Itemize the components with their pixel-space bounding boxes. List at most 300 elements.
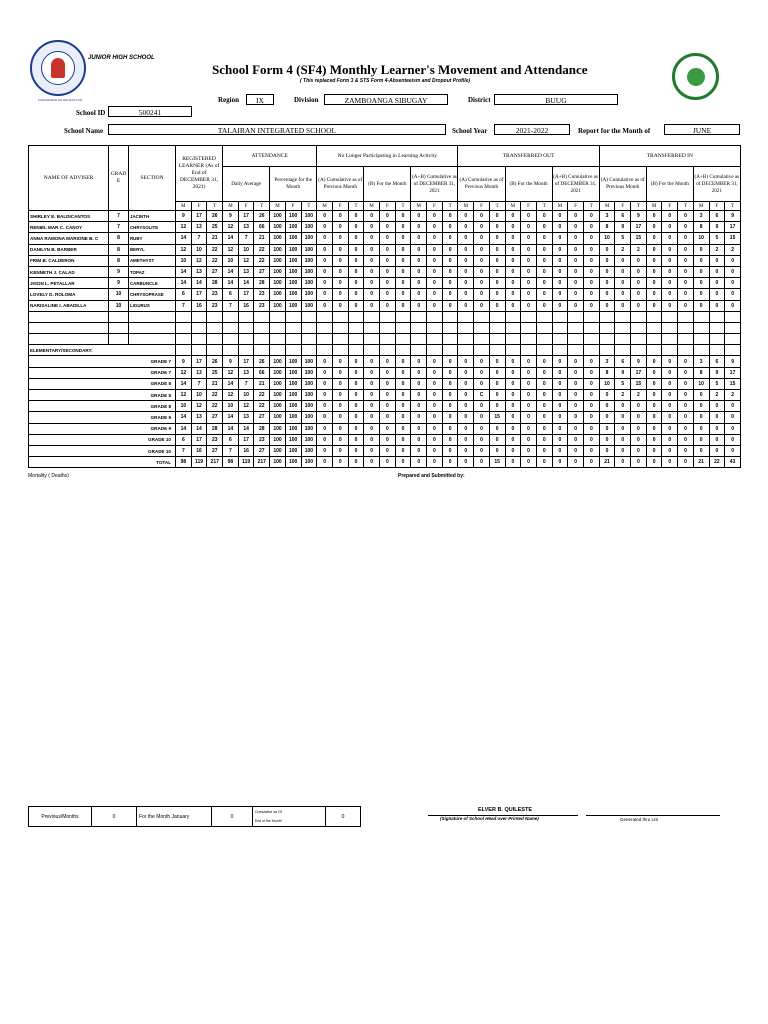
data-cell[interactable]: 0: [662, 255, 678, 266]
data-cell[interactable]: 23: [254, 300, 270, 311]
summary-cell[interactable]: 0: [364, 434, 380, 445]
data-cell[interactable]: 5: [615, 233, 631, 244]
summary-cell[interactable]: 0: [332, 401, 348, 412]
data-cell[interactable]: 0: [442, 255, 458, 266]
data-cell[interactable]: 12: [191, 255, 207, 266]
summary-cell[interactable]: 0: [678, 412, 694, 423]
summary-cell[interactable]: 0: [536, 378, 552, 389]
data-cell[interactable]: 100: [301, 300, 317, 311]
data-cell[interactable]: 0: [599, 244, 615, 255]
data-cell[interactable]: 0: [332, 278, 348, 289]
summary-cell[interactable]: 0: [662, 423, 678, 434]
summary-cell[interactable]: 100: [301, 457, 317, 468]
summary-cell[interactable]: 15: [489, 457, 505, 468]
summary-cell[interactable]: 0: [631, 423, 647, 434]
data-cell[interactable]: 0: [427, 289, 443, 300]
summary-cell[interactable]: 0: [599, 423, 615, 434]
data-cell[interactable]: 10: [223, 255, 239, 266]
summary-cell[interactable]: 0: [442, 378, 458, 389]
blank-cell[interactable]: [489, 334, 505, 345]
blank-cell[interactable]: [238, 334, 254, 345]
summary-cell[interactable]: 0: [631, 445, 647, 456]
summary-cell[interactable]: 0: [442, 445, 458, 456]
summary-cell[interactable]: 0: [317, 434, 333, 445]
data-cell[interactable]: 0: [474, 233, 490, 244]
summary-cell[interactable]: 100: [270, 378, 286, 389]
data-cell[interactable]: 0: [505, 278, 521, 289]
data-cell[interactable]: 0: [536, 222, 552, 233]
summary-cell[interactable]: 0: [458, 457, 474, 468]
summary-cell[interactable]: 0: [678, 367, 694, 378]
summary-cell[interactable]: 0: [552, 401, 568, 412]
data-cell[interactable]: 17: [238, 289, 254, 300]
blank-cell[interactable]: [191, 322, 207, 333]
data-cell[interactable]: 0: [693, 266, 709, 277]
summary-cell[interactable]: 0: [521, 378, 537, 389]
data-cell[interactable]: 0: [505, 300, 521, 311]
summary-cell[interactable]: 0: [442, 457, 458, 468]
blank-cell[interactable]: [317, 311, 333, 322]
blank-cell[interactable]: [552, 311, 568, 322]
summary-cell[interactable]: 0: [364, 457, 380, 468]
summary-cell[interactable]: 0: [489, 423, 505, 434]
summary-cell[interactable]: 0: [505, 356, 521, 367]
summary-cell[interactable]: 0: [615, 401, 631, 412]
data-cell[interactable]: 0: [474, 278, 490, 289]
summary-cell[interactable]: 12: [176, 390, 192, 401]
blank-cell[interactable]: [285, 334, 301, 345]
summary-cell[interactable]: 0: [395, 457, 411, 468]
data-cell[interactable]: 100: [285, 278, 301, 289]
summary-cell[interactable]: 13: [191, 367, 207, 378]
data-cell[interactable]: 0: [662, 222, 678, 233]
data-cell[interactable]: 0: [678, 233, 694, 244]
data-cell[interactable]: 0: [458, 255, 474, 266]
summary-cell[interactable]: 0: [709, 401, 725, 412]
summary-cell[interactable]: 0: [646, 434, 662, 445]
summary-cell[interactable]: 0: [332, 445, 348, 456]
summary-cell[interactable]: 5: [615, 378, 631, 389]
summary-cell[interactable]: 2: [709, 390, 725, 401]
summary-cell[interactable]: 0: [521, 445, 537, 456]
data-cell[interactable]: 0: [427, 222, 443, 233]
summary-cell[interactable]: 0: [442, 367, 458, 378]
summary-cell[interactable]: 17: [725, 367, 741, 378]
summary-cell[interactable]: 119: [191, 457, 207, 468]
summary-cell[interactable]: 0: [395, 412, 411, 423]
summary-cell[interactable]: 28: [207, 423, 223, 434]
data-cell[interactable]: 0: [489, 278, 505, 289]
summary-cell[interactable]: 0: [364, 356, 380, 367]
summary-cell[interactable]: 0: [395, 390, 411, 401]
summary-cell[interactable]: 0: [693, 434, 709, 445]
summary-cell[interactable]: 0: [380, 378, 396, 389]
summary-cell[interactable]: 100: [270, 423, 286, 434]
data-cell[interactable]: 100: [270, 233, 286, 244]
summary-cell[interactable]: 17: [191, 434, 207, 445]
data-cell[interactable]: 0: [364, 278, 380, 289]
data-cell[interactable]: 0: [348, 244, 364, 255]
summary-cell[interactable]: 100: [301, 356, 317, 367]
blank-cell[interactable]: [458, 334, 474, 345]
data-cell[interactable]: 0: [615, 278, 631, 289]
data-cell[interactable]: 0: [411, 255, 427, 266]
data-cell[interactable]: 0: [395, 266, 411, 277]
data-cell[interactable]: 0: [505, 244, 521, 255]
summary-cell[interactable]: 0: [442, 390, 458, 401]
summary-cell[interactable]: 0: [380, 367, 396, 378]
data-cell[interactable]: 6: [176, 289, 192, 300]
blank-cell[interactable]: [599, 322, 615, 333]
summary-cell[interactable]: 100: [301, 390, 317, 401]
summary-cell[interactable]: 12: [191, 401, 207, 412]
data-cell[interactable]: 0: [458, 300, 474, 311]
blank-cell[interactable]: [725, 311, 741, 322]
data-cell[interactable]: 0: [568, 266, 584, 277]
summary-cell[interactable]: 0: [317, 356, 333, 367]
blank-cell[interactable]: [317, 322, 333, 333]
blank-cell[interactable]: [536, 334, 552, 345]
summary-cell[interactable]: 0: [474, 445, 490, 456]
summary-cell[interactable]: 0: [536, 356, 552, 367]
summary-cell[interactable]: 0: [505, 434, 521, 445]
summary-cell[interactable]: 27: [207, 412, 223, 423]
data-cell[interactable]: 7: [191, 233, 207, 244]
summary-cell[interactable]: 0: [442, 412, 458, 423]
summary-cell[interactable]: 0: [709, 423, 725, 434]
summary-cell[interactable]: 100: [285, 367, 301, 378]
summary-cell[interactable]: 0: [646, 412, 662, 423]
blank-cell[interactable]: [583, 322, 599, 333]
summary-cell[interactable]: 0: [693, 412, 709, 423]
data-cell[interactable]: 0: [709, 289, 725, 300]
blank-cell[interactable]: [678, 311, 694, 322]
summary-cell[interactable]: 10: [223, 401, 239, 412]
blank-cell[interactable]: [725, 322, 741, 333]
blank-cell[interactable]: [615, 322, 631, 333]
blank-cell[interactable]: [568, 322, 584, 333]
summary-cell[interactable]: 0: [583, 367, 599, 378]
summary-cell[interactable]: 17: [238, 356, 254, 367]
summary-cell[interactable]: 0: [395, 378, 411, 389]
data-cell[interactable]: 0: [505, 211, 521, 222]
summary-cell[interactable]: 0: [489, 378, 505, 389]
data-cell[interactable]: 7: [238, 233, 254, 244]
summary-cell[interactable]: 0: [583, 423, 599, 434]
blank-cell[interactable]: [395, 311, 411, 322]
summary-cell[interactable]: 0: [458, 378, 474, 389]
summary-cell[interactable]: 100: [285, 445, 301, 456]
data-cell[interactable]: 100: [301, 278, 317, 289]
blank-cell[interactable]: [332, 334, 348, 345]
data-cell[interactable]: 0: [332, 222, 348, 233]
data-cell[interactable]: 0: [380, 266, 396, 277]
summary-cell[interactable]: 0: [521, 434, 537, 445]
summary-cell[interactable]: 0: [317, 457, 333, 468]
data-cell[interactable]: 0: [693, 255, 709, 266]
data-cell[interactable]: 0: [725, 289, 741, 300]
blank-cell[interactable]: [207, 334, 223, 345]
data-cell[interactable]: 0: [583, 222, 599, 233]
summary-cell[interactable]: 0: [536, 401, 552, 412]
summary-cell[interactable]: 0: [505, 378, 521, 389]
summary-cell[interactable]: 0: [693, 423, 709, 434]
blank-cell[interactable]: [364, 311, 380, 322]
summary-cell[interactable]: 100: [285, 378, 301, 389]
data-cell[interactable]: 12: [176, 244, 192, 255]
summary-cell[interactable]: 2: [631, 390, 647, 401]
data-cell[interactable]: 0: [395, 255, 411, 266]
summary-cell[interactable]: 0: [411, 423, 427, 434]
data-cell[interactable]: 0: [521, 289, 537, 300]
summary-cell[interactable]: 0: [662, 457, 678, 468]
summary-cell[interactable]: 0: [583, 356, 599, 367]
summary-cell[interactable]: 0: [395, 434, 411, 445]
data-cell[interactable]: 16: [191, 300, 207, 311]
data-cell[interactable]: 0: [615, 289, 631, 300]
data-cell[interactable]: 10: [176, 255, 192, 266]
summary-cell[interactable]: 0: [599, 434, 615, 445]
summary-cell[interactable]: 0: [474, 356, 490, 367]
summary-cell[interactable]: 0: [458, 401, 474, 412]
summary-cell[interactable]: 22: [207, 390, 223, 401]
blank-cell[interactable]: [646, 311, 662, 322]
summary-cell[interactable]: 0: [568, 445, 584, 456]
summary-cell[interactable]: 0: [489, 356, 505, 367]
summary-cell[interactable]: 0: [317, 367, 333, 378]
blank-cell[interactable]: [631, 322, 647, 333]
summary-cell[interactable]: 0: [599, 401, 615, 412]
data-cell[interactable]: 6: [615, 211, 631, 222]
summary-cell[interactable]: 16: [238, 445, 254, 456]
summary-cell[interactable]: 0: [615, 434, 631, 445]
summary-cell[interactable]: 0: [583, 457, 599, 468]
data-cell[interactable]: 21: [254, 233, 270, 244]
data-cell[interactable]: 2: [725, 244, 741, 255]
data-cell[interactable]: 25: [207, 222, 223, 233]
cumulative-value[interactable]: 0: [326, 807, 361, 827]
summary-cell[interactable]: 100: [301, 367, 317, 378]
school-id-field[interactable]: 500241: [108, 106, 192, 117]
summary-cell[interactable]: 0: [552, 423, 568, 434]
summary-cell[interactable]: 0: [678, 378, 694, 389]
data-cell[interactable]: 28: [254, 278, 270, 289]
summary-cell[interactable]: 0: [536, 457, 552, 468]
blank-cell[interactable]: [662, 322, 678, 333]
data-cell[interactable]: 13: [191, 222, 207, 233]
summary-cell[interactable]: 0: [427, 378, 443, 389]
summary-cell[interactable]: 0: [662, 445, 678, 456]
summary-cell[interactable]: 100: [301, 445, 317, 456]
blank-cell[interactable]: [301, 334, 317, 345]
summary-cell[interactable]: 0: [474, 401, 490, 412]
data-cell[interactable]: 0: [442, 244, 458, 255]
summary-cell[interactable]: 0: [678, 457, 694, 468]
data-cell[interactable]: 100: [270, 211, 286, 222]
data-cell[interactable]: 100: [270, 222, 286, 233]
summary-cell[interactable]: 0: [505, 390, 521, 401]
summary-cell[interactable]: 0: [646, 401, 662, 412]
data-cell[interactable]: 0: [348, 255, 364, 266]
summary-cell[interactable]: 217: [207, 457, 223, 468]
data-cell[interactable]: 0: [662, 244, 678, 255]
data-cell[interactable]: 0: [348, 211, 364, 222]
data-cell[interactable]: 0: [568, 211, 584, 222]
summary-cell[interactable]: 0: [317, 378, 333, 389]
data-cell[interactable]: 100: [285, 300, 301, 311]
data-cell[interactable]: 0: [364, 233, 380, 244]
data-cell[interactable]: 0: [552, 233, 568, 244]
data-cell[interactable]: 10: [191, 244, 207, 255]
summary-cell[interactable]: 100: [270, 412, 286, 423]
data-cell[interactable]: 0: [646, 300, 662, 311]
data-cell[interactable]: 0: [583, 300, 599, 311]
blank-cell[interactable]: [662, 311, 678, 322]
data-cell[interactable]: 0: [380, 233, 396, 244]
data-cell[interactable]: 0: [725, 266, 741, 277]
summary-cell[interactable]: 0: [505, 445, 521, 456]
data-cell[interactable]: 0: [380, 222, 396, 233]
data-cell[interactable]: 100: [285, 255, 301, 266]
summary-cell[interactable]: 10: [191, 390, 207, 401]
data-cell[interactable]: 0: [505, 233, 521, 244]
data-cell[interactable]: 0: [505, 266, 521, 277]
data-cell[interactable]: 0: [411, 211, 427, 222]
blank-cell[interactable]: [646, 322, 662, 333]
data-cell[interactable]: 6: [223, 289, 239, 300]
data-cell[interactable]: 0: [536, 289, 552, 300]
data-cell[interactable]: 0: [615, 255, 631, 266]
summary-cell[interactable]: 0: [646, 423, 662, 434]
blank-cell[interactable]: [285, 311, 301, 322]
summary-cell[interactable]: 0: [380, 445, 396, 456]
blank-cell[interactable]: [348, 311, 364, 322]
data-cell[interactable]: 3: [599, 211, 615, 222]
data-cell[interactable]: 0: [442, 300, 458, 311]
summary-cell[interactable]: 0: [427, 401, 443, 412]
blank-cell[interactable]: [238, 322, 254, 333]
data-cell[interactable]: 12: [223, 244, 239, 255]
blank-cell[interactable]: [176, 334, 192, 345]
data-cell[interactable]: 0: [411, 300, 427, 311]
summary-cell[interactable]: 22: [207, 401, 223, 412]
summary-cell[interactable]: 8: [693, 367, 709, 378]
summary-cell[interactable]: 0: [458, 367, 474, 378]
data-cell[interactable]: 0: [599, 300, 615, 311]
blank-cell[interactable]: [709, 334, 725, 345]
summary-cell[interactable]: 0: [552, 457, 568, 468]
blank-cell[interactable]: [631, 334, 647, 345]
data-cell[interactable]: 12: [176, 222, 192, 233]
summary-cell[interactable]: 0: [474, 423, 490, 434]
summary-cell[interactable]: 0: [662, 390, 678, 401]
summary-cell[interactable]: 0: [552, 378, 568, 389]
data-cell[interactable]: 0: [678, 300, 694, 311]
summary-cell[interactable]: 0: [364, 412, 380, 423]
summary-cell[interactable]: 100: [285, 457, 301, 468]
data-cell[interactable]: 9: [615, 222, 631, 233]
data-cell[interactable]: 0: [521, 266, 537, 277]
summary-cell[interactable]: 0: [505, 412, 521, 423]
summary-cell[interactable]: 98: [176, 457, 192, 468]
summary-cell[interactable]: 0: [458, 412, 474, 423]
data-cell[interactable]: 0: [725, 255, 741, 266]
data-cell[interactable]: 0: [427, 233, 443, 244]
summary-cell[interactable]: 0: [646, 457, 662, 468]
summary-cell[interactable]: 12: [176, 367, 192, 378]
data-cell[interactable]: 0: [646, 255, 662, 266]
blank-cell[interactable]: [301, 322, 317, 333]
data-cell[interactable]: 0: [332, 255, 348, 266]
data-cell[interactable]: 0: [474, 255, 490, 266]
summary-cell[interactable]: 0: [474, 412, 490, 423]
data-cell[interactable]: 0: [364, 266, 380, 277]
data-cell[interactable]: 0: [364, 289, 380, 300]
data-cell[interactable]: 14: [191, 278, 207, 289]
data-cell[interactable]: 0: [442, 222, 458, 233]
data-cell[interactable]: 0: [395, 211, 411, 222]
data-cell[interactable]: 0: [709, 266, 725, 277]
summary-cell[interactable]: 23: [207, 434, 223, 445]
data-cell[interactable]: 0: [583, 289, 599, 300]
summary-cell[interactable]: 100: [285, 434, 301, 445]
summary-cell[interactable]: 10: [176, 401, 192, 412]
data-cell[interactable]: 0: [521, 233, 537, 244]
summary-cell[interactable]: 0: [442, 401, 458, 412]
data-cell[interactable]: 0: [458, 266, 474, 277]
blank-cell[interactable]: [364, 322, 380, 333]
summary-cell[interactable]: 0: [725, 423, 741, 434]
summary-cell[interactable]: 0: [552, 412, 568, 423]
blank-cell[interactable]: [521, 334, 537, 345]
summary-cell[interactable]: 0: [348, 434, 364, 445]
summary-cell[interactable]: 0: [380, 356, 396, 367]
summary-cell[interactable]: 0: [458, 356, 474, 367]
blank-cell[interactable]: [395, 322, 411, 333]
data-cell[interactable]: 0: [317, 266, 333, 277]
data-cell[interactable]: 0: [693, 278, 709, 289]
data-cell[interactable]: 0: [552, 244, 568, 255]
data-cell[interactable]: 0: [442, 278, 458, 289]
summary-cell[interactable]: 0: [583, 445, 599, 456]
data-cell[interactable]: 0: [474, 222, 490, 233]
summary-cell[interactable]: 0: [332, 390, 348, 401]
data-cell[interactable]: 0: [521, 300, 537, 311]
data-cell[interactable]: 0: [568, 289, 584, 300]
summary-cell[interactable]: 10: [693, 378, 709, 389]
summary-cell[interactable]: 0: [489, 434, 505, 445]
summary-cell[interactable]: 9: [725, 356, 741, 367]
summary-cell[interactable]: 0: [693, 401, 709, 412]
summary-cell[interactable]: 9: [615, 367, 631, 378]
data-cell[interactable]: 22: [254, 244, 270, 255]
data-cell[interactable]: 13: [238, 266, 254, 277]
data-cell[interactable]: 8: [693, 222, 709, 233]
summary-cell[interactable]: 0: [568, 356, 584, 367]
summary-cell[interactable]: 0: [583, 412, 599, 423]
data-cell[interactable]: 0: [332, 244, 348, 255]
data-cell[interactable]: 0: [395, 233, 411, 244]
data-cell[interactable]: 0: [552, 255, 568, 266]
data-cell[interactable]: 100: [270, 289, 286, 300]
summary-cell[interactable]: 0: [380, 412, 396, 423]
data-cell[interactable]: 100: [301, 266, 317, 277]
data-cell[interactable]: 0: [646, 222, 662, 233]
data-cell[interactable]: 0: [380, 289, 396, 300]
data-cell[interactable]: 0: [489, 289, 505, 300]
summary-cell[interactable]: 0: [332, 378, 348, 389]
summary-cell[interactable]: 0: [411, 457, 427, 468]
